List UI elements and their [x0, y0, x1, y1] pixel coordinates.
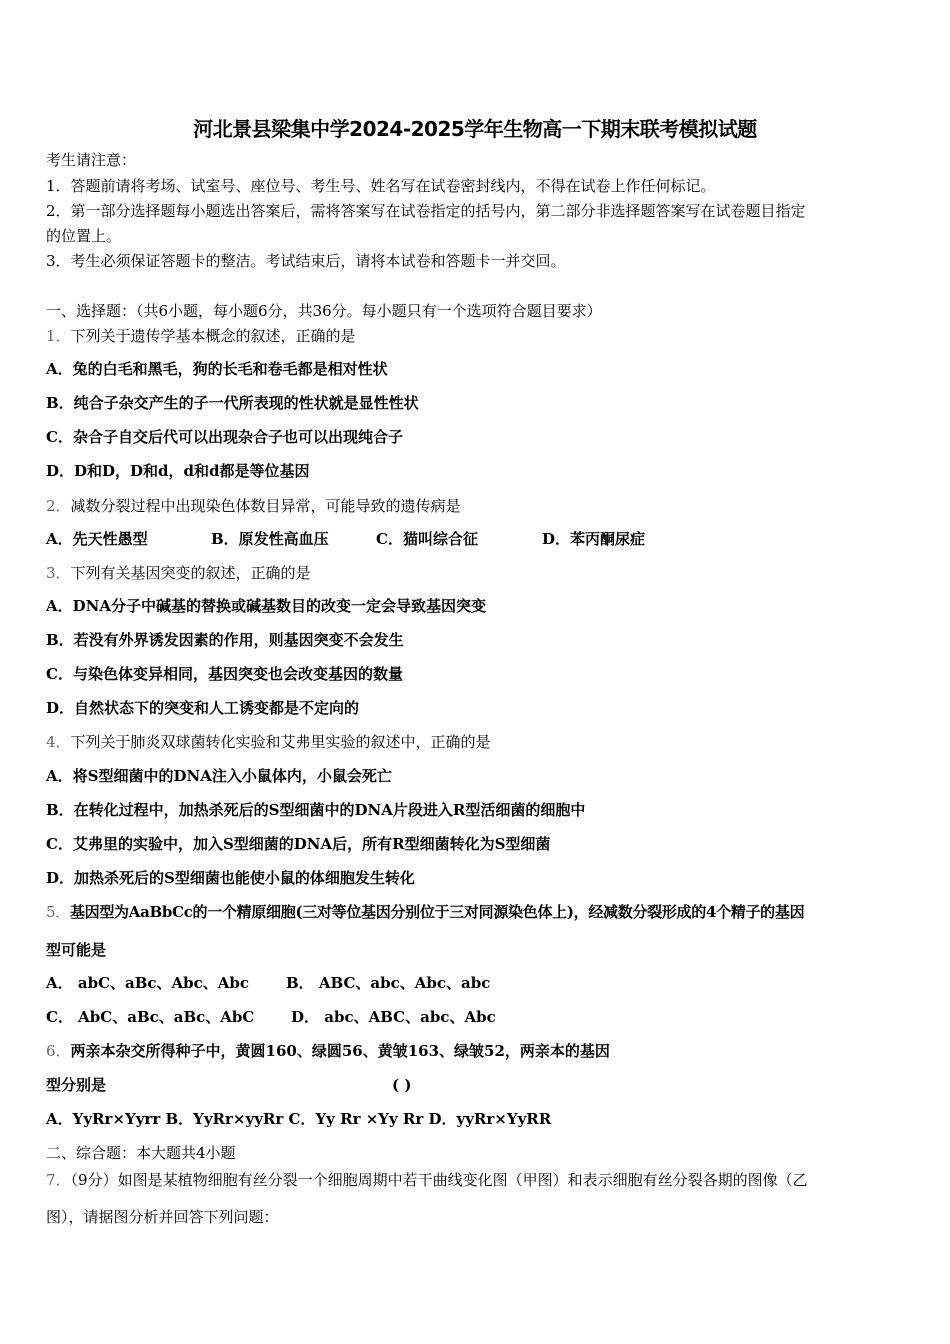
question-stem: [46, 1170, 808, 1190]
stem-text: （9分）如图是某植物细胞有丝分裂一个细胞周期中若干曲线变化图（甲图）和表示细胞有丝分裂各期的图像（乙: [70, 1171, 808, 1189]
question-stem: [46, 326, 356, 346]
notice-item: 的位置上。: [46, 227, 122, 245]
question-stem: [46, 732, 491, 752]
question-number: 5．: [46, 903, 70, 921]
option: C． AbC、aBc、aBc、AbC: [46, 1008, 255, 1026]
notice-item: 3．考生必须保证答题卡的整洁。考试结束后，请将本试卷和答题卡一并交回。: [46, 252, 566, 270]
question-number: 1．: [46, 327, 71, 345]
option: C．艾弗里的实验中，加入S型细菌的DNA后，所有R型细菌转化为S型细菌: [46, 835, 551, 853]
option: C．与染色体变异相同，基因突变也会改变基因的数量: [46, 665, 403, 683]
question-stem: [46, 902, 804, 922]
question-number: 2．: [46, 497, 71, 515]
question-stem-cont: [46, 1075, 411, 1095]
option: B．纯合子杂交产生的子一代所表现的性状就是显性性状: [46, 394, 419, 412]
stem-text: 下列关于遗传学基本概念的叙述，正确的是: [70, 327, 356, 345]
option: A．将S型细菌中的DNA注入小鼠体内，小鼠会死亡: [46, 767, 392, 785]
option-row: A．YyRr×Yyrr B．YyRr×yyRr C．Yy Rr ×Yy Rr D．yyRr×YyRR: [46, 1110, 552, 1128]
question-number: 6．: [46, 1042, 71, 1060]
stem-text: 减数分裂过程中出现染色体数目异常，可能导致的遗传病是: [70, 497, 461, 515]
option-row: [46, 973, 490, 993]
option-row: [46, 529, 645, 549]
option: B． ABC、abc、Abc、abc: [286, 974, 491, 992]
stem-text: 下列关于肺炎双球菌转化实验和艾弗里实验的叙述中，正确的是: [70, 733, 491, 751]
stem-text: 两亲本杂交所得种子中，黄圆160、绿圆56、黄皱163、绿皱52，两亲本的基因: [70, 1042, 610, 1060]
option: A．先天性愚型: [46, 530, 148, 548]
question-stem-cont: 图），请据图分析并回答下列问题：: [46, 1208, 279, 1226]
question-stem: [46, 563, 311, 583]
notice-heading: 考生请注意：: [46, 151, 137, 169]
option-row: [46, 1007, 496, 1027]
option: C．猫叫综合征: [376, 530, 478, 548]
notice-item: 1．答题前请将考场、试室号、座位号、考生号、姓名写在试卷密封线内，不得在试卷上作任何标记。: [46, 177, 716, 195]
question-number: 3．: [46, 564, 71, 582]
option: D．苯丙酮尿症: [542, 530, 646, 548]
question-number: 7．: [46, 1171, 71, 1189]
option: D．D和D，D和d，d和d都是等位基因: [46, 462, 310, 480]
option: A． abC、aBc、Abc、Abc: [46, 974, 250, 992]
option: C．杂合子自交后代可以出现杂合子也可以出现纯合子: [46, 428, 403, 446]
section-heading: 二、综合题：本大题共4小题: [46, 1144, 236, 1162]
stem-text: 型分别是: [46, 1076, 107, 1094]
option: D．加热杀死后的S型细菌也能使小鼠的体细胞发生转化: [46, 869, 415, 887]
option: B．在转化过程中，加热杀死后的S型细菌中的DNA片段进入R型活细菌的细胞中: [46, 801, 586, 819]
question-stem: [46, 496, 461, 516]
stem-text: 基因型为AaBbCc的一个精原细胞(三对等位基因分别位于三对同源染色体上)，经减数分裂形成的4个精子的基因: [69, 903, 805, 921]
option: B．若没有外界诱发因素的作用，则基因突变不会发生: [46, 631, 404, 649]
option: A．兔的白毛和黑毛，狗的长毛和卷毛都是相对性状: [46, 360, 388, 378]
stem-text: 下列有关基因突变的叙述，正确的是: [70, 564, 311, 582]
option: D． abc、ABC、abc、Abc: [291, 1008, 496, 1026]
question-number: 4．: [46, 733, 71, 751]
notice-item: 2．第一部分选择题每小题选出答案后，需将答案写在试卷指定的括号内，第二部分非选择题答案写在试卷题目指定: [46, 202, 806, 220]
question-stem: [46, 1041, 610, 1061]
answer-paren: ( ): [392, 1076, 412, 1094]
option: D．自然状态下的突变和人工诱变都是不定向的: [46, 699, 360, 717]
exam-title: 河北景县梁集中学2024-2025学年生物高一下期末联考模拟试题: [193, 117, 757, 141]
question-stem-cont: 型可能是: [46, 941, 107, 959]
option: A．DNA分子中碱基的替换或碱基数目的改变一定会导致基因突变: [46, 597, 486, 615]
section-heading: 一、选择题：（共6小题，每小题6分，共36分。每小题只有一个选项符合题目要求）: [46, 302, 602, 320]
option: B．原发性高血压: [211, 530, 329, 548]
